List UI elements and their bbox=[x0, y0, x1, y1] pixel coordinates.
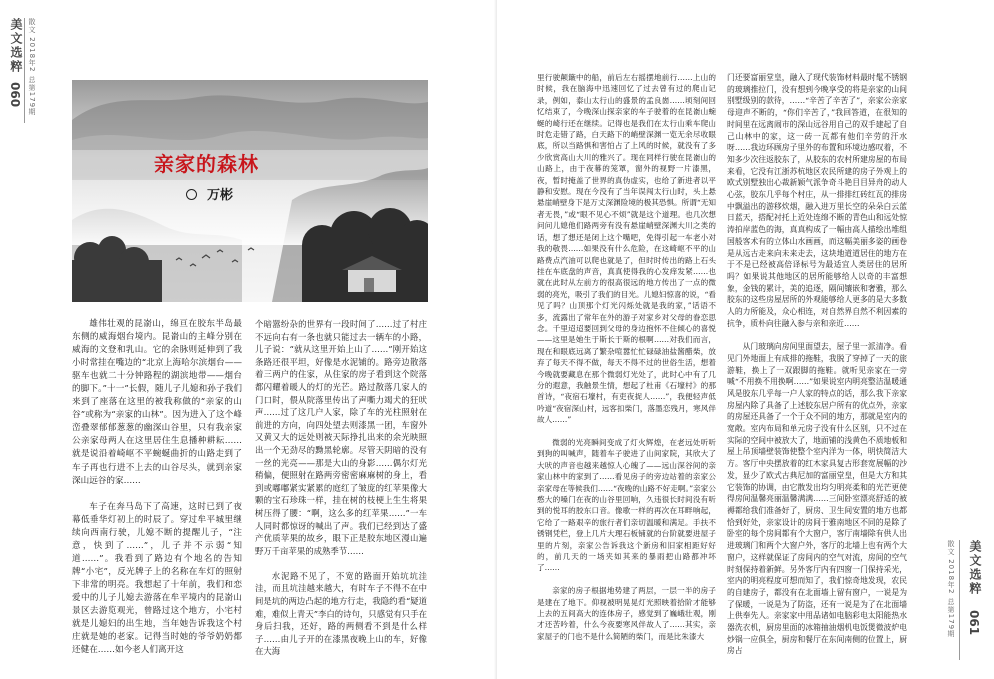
left-header-rule bbox=[24, 18, 25, 123]
left-running-head-magazine: 美文选粹 bbox=[9, 18, 23, 74]
misty-mountain-painting bbox=[72, 80, 428, 302]
right-page bbox=[497, 0, 994, 679]
right-page-number: 061 bbox=[967, 610, 981, 636]
paragraph: 里行驶颠簸中的船，前后左右摇摆地前行……上山的时候，我在脑海中迅速回忆了过去曾有过的爬山记录，例如，泰山太行山的盛景的孟良崮……顷刻间回忆结束了，今晚深山探亲家的车子驶着的在昆嵛山蜿蜒的崎行还在继续。记得也是我们在太行山乘车爬山时危走错了路，白天路下的峭壁深渊一览无余尽收眼底，所以当路惧和害怕占了上风的时候，就没有了多少欣赏高山大川的雅兴了。现在同样行驶在昆嵛山的山路上，由于夜幕的笼罩，窗外的视野一片漆黑，夜，暂时掩盖了世界的真伪虚实，也给了新进者以平静和安慰。现在今没有了当年误闯太行山时，头上悬悬崖峭壁身下是万丈深渊险境的极其恐惧。所谓“无知者无畏，”或“眼不见心不烦”就是这个道理。也几次想问问儿媳他们路两旁有没有悬崖峭壁深渊大川之类的话，想了想还是闭上这个嘴吧，免得引起一车老小对我的敬畏……如果没有什么危险，在这崎岖不平的山路费点汽油可以爬也就是了，但时时传出的路上石头挂在车底盘的声音，真真使得我的心发痒发紧……也就在此时从左前方的很高很远的地方传出了一点的微弱的亮光，吸引了我们的目光。儿媳妇惊喜的说，“看见了吗？山顶那个灯光闪烁处就是我的家，”话语不多，流露出了常年在外的游子对家乡对父母的眷恋思念。千里迢迢要回到父母的身边抱怀不住倾心的喜悦——这里是她生于斯长于斯的根啊……对我们而言，现在和眼底远离了繁杂喧嚣忙忙碌碌油盐酱醋柴，放弃了每天不得不做，每天不得不过的世俗生活，想着今晚就要藏息在那个微弱灯光处了，此时心中有了几分的遐意，我触景生情，想起了杜甫《石壕村》的那首诗，“夜宿石壕村，有吏夜捉人……”，我便轻声低吟道“夜宿深山村，远客扣柴门，落墨恋残月，寒风伴故人……” bbox=[537, 73, 716, 425]
right-running-head-magazine: 美文选粹 bbox=[968, 540, 982, 596]
paragraph: 水泥路不见了，不宽的路面开始坑坑洼洼，而且坑洼越来越大，有时车子不得不在中间是坑的两边凸起的地方行走，我隐约看“疑道难，难似上青天”李白的诗句，只感觉有只手在身后扫我，还好，路的两侧看不到是什么样子……由儿子开的在漆黑夜晚上山的车，好像在大海 bbox=[255, 570, 427, 657]
author-circle-mark bbox=[186, 189, 197, 200]
paragraph: 车子在奔马岛下了高速，这时已到了夜幕低垂华灯初上的时辰了。穿过牟平城里继续向西南行驶，儿媳不断的提醒儿子，“注意，快到了……”，儿子并不示弱“知道……”。我看到了路边有个地名的告知牌“小宅”，反光牌子上的名称在车灯的照射下非常的明亮。我想起了十年前，我们和恋爱中的儿子儿媳去游落在牟平境内的昆嵛山景区去游览观光，曾路过这个地方，小宅村就是儿媳妇的出生地，当年她告诉我这个村庄就是她的老家。记得当时她的爷爷奶奶都还健在……如今老人们离开这 bbox=[72, 501, 242, 656]
paragraph: 雄伟壮观的昆嵛山，绵亘在胶东半岛最东侧的威海烟台境内。昆嵛山的主峰分别在威海的文登和乳山。它的余脉则延伸到了我小时常挂在嘴边的“北京上海哈尔滨烟台——驱车也就二十分钟路程的湖滨地带——烟台的脚下。”十一”长假，随儿子儿媳和孙子我们来到了座落在这里的被我称做的“亲家的山谷”或称为“亲家的山林”。因为进入了这个峰峦叠翠郁郁葱葱的幽深山谷里，只有我亲家公亲家母两人在这里居住生息播种耕耘……就是说沿着崎岖不平蜿蜒曲折的山路走到了车子再也行进不上去的山谷尽头，就到亲家深山远谷的家…… bbox=[72, 319, 242, 486]
paragraph: 门还要富丽堂皇，融入了现代装饰材料最时髦不锈钢的玻璃推拉门，没有想到今晚享受的将是亲家的山间别墅级别的款待，……“辛苦了辛苦了”，亲家公亲家母迎声不断的，“你们辛苦了，”我回答道，在很知的时间里在远离闹市的深山远谷用自己的双手建起了自己山林中的家，这一砖一瓦都有他们辛劳的汗水呀……我边环顾房子里外的布置和环境边感叹着，不知多少次往返胶东了，从胶东的农村所建房屋的布局来看，它没有江浙苏杭地区农民所建的房子外观上的欧式别墅独出心裁新颖气派争奇斗艳目目异舟的动人心弦，胶东几乎每个村庄，从一排排红砖红瓦的排房中飘溢出的游移炊烟，融入进万里长空的朵朵白云蓝日蓝天，搭配衬托上近处连绵不断的青色山和远处惊涛拍岸蓝色的海，真真构成了一幅由高人描绘出堆组国般客术有的立体山水画画，而这幅美丽多姿的画卷是从远古走来向未来走去，这块地道道居住的地方在于不是已经被高倍译标号为最适宜人类居住的居所吗？如果说其他地区的居所能够给人以奇的丰富想象，金钱的累计，美的追逐，隔间镶嵌和奢雅，那么胶东的这些房屋居所的外观能够给人更多的是大多数人的力所能及，众心相连，对自然界自然不利因素的抗争，质朴向往融入参与亲和亲近…… bbox=[727, 73, 907, 328]
paragraph: 个暗嚣纷杂的世界有一段时间了……过了村庄不远向右有一条也就只能过去一辆车的小路，儿子说：“就从这里开始上山了……”刚开始这条路还很平坦，好像是水泥铺的。路旁边散落着三两户的住家，从住家的房子看到这个院落都闪耀着暖人的灯的光芒。路过散落几家人的门口时，偎从院落里传出了声嘶力竭犬的狂吠声……过了这几户人家，除了车的光柱照射在前进的方向，向四处望去则漆黑一团，车窗外又黄又大的远处则被天际挣扎出来的余光映照出一个无劲尽的黝黑轮廓。尽管天阴暗的没有一丝的光亮——那是大山的身影……偶尔灯光稍偏，便照射在路两旁密密麻麻树的身上，看到或嘟嘟紧实紧累的庭红了皱庞的红苹果像大颗的宝石珍珠一样，挂在树的枝梗上生生将果树压得了腰：“啊，这么多的红苹果……”一车人同时都惊讶的喊出了声。我们已经到达了盛产优质苹果的故乡，眼下正是胶东地区漫山遍野万千亩苹果的成熟季节…… bbox=[255, 319, 427, 556]
column-left-b bbox=[255, 318, 427, 671]
left-issue-info: 散文 2018年2 总第179期 bbox=[28, 18, 36, 117]
paragraph: 微弱的光亮瞬间变成了灯火辉煌，在老远处听听到狗的叫喊声，随着车子驶进了山间家院，其欣大了大吠的声音也越来越惊人心魄了——远山深谷间的亲家山林中的家到了……看见房子的旁边站着的亲家公亲家母在等候我们……“夜晚的山路不好走啊。”亲家公憨大的嗓门在夜的山谷里回响，久违很长时间没有听到的悦耳的胶东口音。像歌一样的再次在耳畔响起，它给了一路艰辛的旅行者们亲切温暖和满足。手扶不锈钢凭栏，登上几片大理石板铺就的台阶就要进屋子里的片刻，亲家公告诉我这个新房和旧家相距好好的，前几天的一场夹如其来的暴雨把山路都冲坏了…… bbox=[537, 437, 716, 573]
article-author bbox=[186, 184, 233, 203]
right-header-rule bbox=[959, 540, 960, 660]
column-right-a bbox=[537, 72, 716, 654]
paragraph: 从门玻璃向房间里面望去，屋子里一派清净。看见门外地面上有成排的拖鞋，我脱了穿掉了一天的旅游鞋，换上了一双跟脚的拖鞋。就听见亲家在一旁喊“不用换不用换啊……”如果说室内明亮整洁温暖通风是胶东几乎每一户人家的特点的话，那么我下亲家房屋内除了具备了上述胶东居户所有的优点外，亲家的房屋还具备了一个于众不同的地方，那就是室内的宽敞。室内布局和单元房子没有什么区别，只不过在实际的空间中被放大了，地面铺的浅黄色不质地板和屋上吊顶墙壁装饰使整个室内洋为一体，明快简洁大方。客厅中央摆放着的红木家具复古形套宽展幅的沙发，显少了欧式古典尼加的富丽堂皇，但是大方和其它装饰的协调，由它散发出均匀明亮柔和的光芒更使得房间温馨亮丽温馨满满……三间卧室漂亮舒适的被褥都给我们准备好了，厨房、卫生间安置的地方也都恰到好处，亲家设计的房间于雅南地区不同的是除了卧室的每个房间都有个大窗户，客厅南墙除有供人出进玻璃门和两个大窗户外，客厅的北墙上也有两个大窗户，这样就保证了房间内的空气对流，房间的空气时刻保持着新鲜。另外客厅内有四窗一门保持采光，室内的明亮程度可想而知了，我们惊奇地发现，农民的自建房子，都没有在北面墙上留有窗户，一说是为了保暖，一说是为了防盗，还有一说是为了在北面墙上供奉先人。亲家家中用品诸如电脑彩电太阳能热水器洗衣机，厨房里面的冰箱抽油烟机电饭煲微波炉电炒锅一应俱全，厨房和餐厅在东间南侧的位置上，厨房占 bbox=[727, 342, 907, 656]
column-right-b bbox=[727, 72, 907, 669]
hero-illustration bbox=[72, 80, 428, 302]
left-page-number: 060 bbox=[8, 82, 22, 108]
article-title: 亲家的森林 bbox=[154, 152, 259, 176]
paragraph: 亲家的房子根据地势建了两层，一层一半的房子是建在了地下。仰视被明晃晃灯光照映着拾阶才能够上去的五间高大的连体房子，感觉到了巍峨壮观，刚才还苦吟着，什么今夜要寒风伴故人了……其实，亲家屋子的门也不是什么简陋的柴门，而是比朱漆大 bbox=[537, 586, 716, 641]
column-left-a bbox=[72, 318, 242, 670]
author-name: 万彬 bbox=[207, 188, 234, 203]
right-issue-info: 散文 2018年2 总第179期 bbox=[947, 540, 955, 639]
